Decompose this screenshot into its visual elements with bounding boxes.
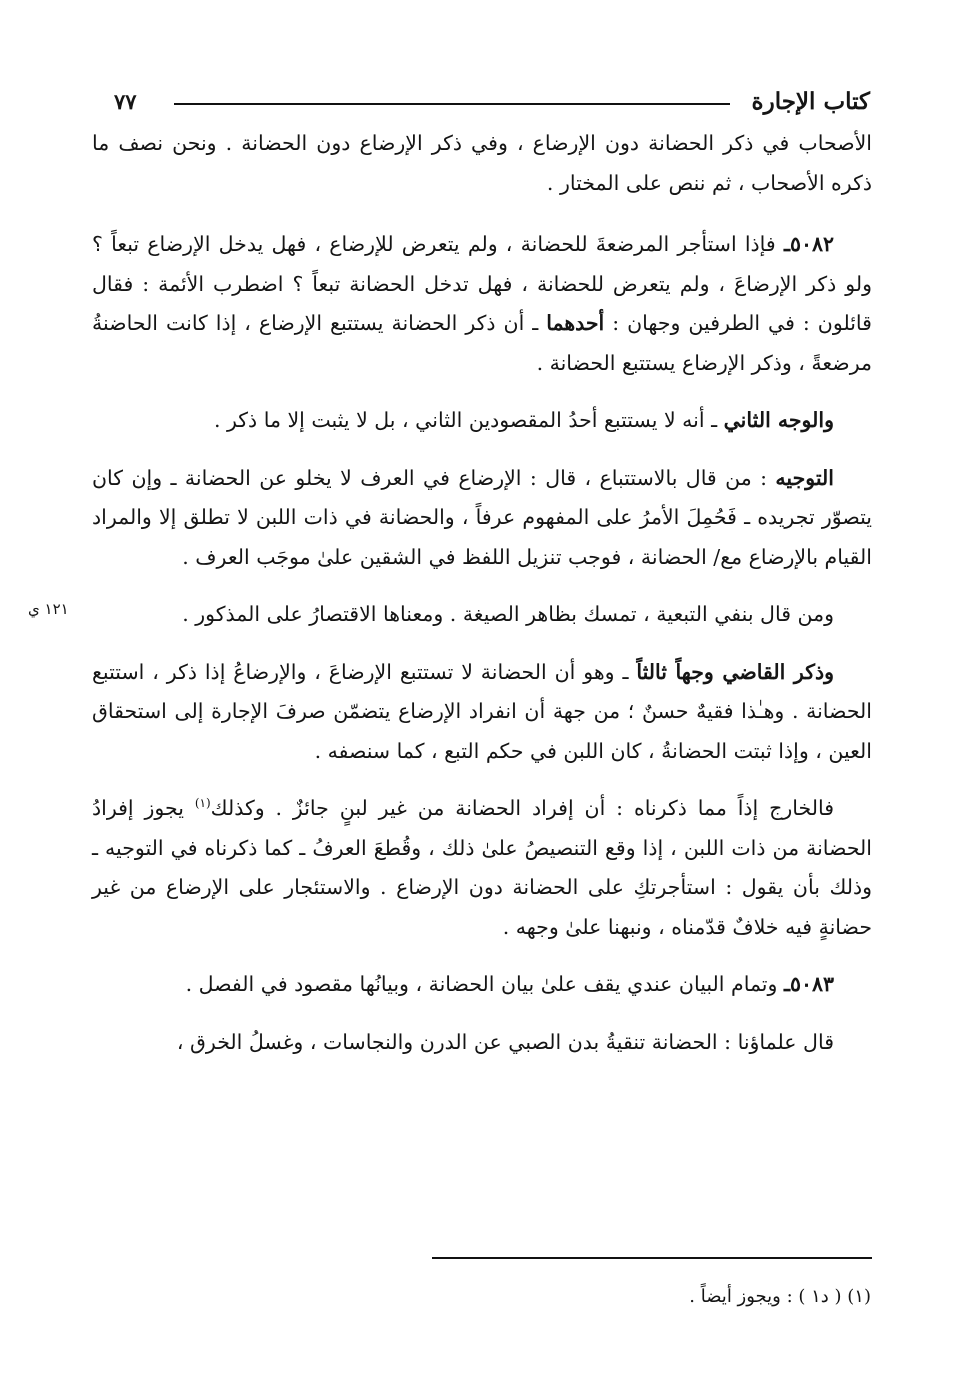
- manuscript-folio-note: ١٢١ ي: [28, 600, 69, 618]
- paragraph: [92, 225, 872, 383]
- footnote-reference[interactable]: (١): [194, 796, 211, 811]
- paragraph-text: ـ أن ذكر الحضانة يستتبع الإرضاع ، إذا كانت الحاضنةُ مرضعةً ، وذكر الإرضاع يستتبع الحضانة .: [92, 311, 872, 375]
- paragraph: [92, 401, 872, 441]
- bold-term: أحدهما: [546, 311, 605, 335]
- paragraph: [92, 459, 872, 578]
- paragraph: [92, 124, 872, 203]
- paragraph-text: ومن قال بنفي التبعية ، تمسك بظاهر الصيغة . ومعناها الاقتصارُ على المذكور .: [182, 602, 834, 626]
- footnote-number: (١): [847, 1286, 871, 1307]
- footnote-text: ( د١ ) : ويجوز أيضاً .: [689, 1286, 848, 1307]
- paragraph: [92, 965, 872, 1005]
- bold-term: والوجه الثاني: [723, 408, 834, 432]
- page-number: ٧٧: [114, 89, 137, 114]
- paragraph-text: : من قال بالاستتباع ، قال : الإرضاع في العرف لا يخلو عن الحضانة ـ وإن كان يتصوّر تجريده ـ فَحُمِلَ الأمرُ على المفهوم عرفاً ، والحضانة في ذات اللبن لا تطلق إلا والمراد القيام بالإرضاع مع/ الحضانة ، فوجب تنزيل اللفظ في الشقين علىٰ موجَب العرف .: [92, 465, 872, 569]
- paragraph: [92, 653, 872, 772]
- section-number: ٥٠٨٣ـ: [783, 972, 834, 996]
- paragraph: [92, 789, 872, 947]
- chapter-title: كتاب الإجارة: [751, 88, 870, 115]
- paragraph: [92, 1023, 872, 1063]
- paragraph-text: وتمام البيان عندي يقف علىٰ بيان الحضانة ، وبيانُها مقصود في الفصل .: [185, 972, 784, 996]
- paragraph: [92, 595, 872, 635]
- paragraph-text: الأصحاب في ذكر الحضانة دون الإرضاع ، وفي ذكر الإرضاع دون الحضانة . ونحن نصف ما ذكره الأصحاب ، ثم ننص على المختار .: [92, 131, 872, 195]
- header-rule: [174, 103, 730, 105]
- paragraph-text: ـ وهو أن الحضانة لا تستتبع الإرضاعَ ، والإرضاعُ إذا ذكر ، استتبع الحضانة . وهـٰذا فقيهٌ حسنٌ ؛ من جهة أن انفراد الإرضاع يتضمّن صرفَ الإجارة إلى استحقاق العين ، وإذا ثبتت الحضانةُ ، كان اللبن في حكم التبع ، كما سنصفه .: [92, 659, 872, 763]
- paragraph-text: ـ أنه لا يستتبع أحدُ المقصودين الثاني ، بل لا يثبت إلا ما ذكر .: [213, 408, 724, 432]
- main-text: [92, 124, 872, 1080]
- footnote: [271, 1282, 871, 1312]
- paragraph-text: يجوز إفرادُ الحضانة من ذات اللبن ، إذا وقع التنصيصُ علىٰ ذلك ، وقُطعَ العرفُ ـ كما ذكرناه في التوجيه ـ وذلك بأن يقول : استأجرتكِ على الحضانة دون الإرضاع . والاستئجار على الإرضاع من غير حضانةٍ فيه خلافٌ قدّمناه ، ونبهنا علىٰ وجهه .: [92, 796, 872, 939]
- paragraph-text: فإذا استأجر المرضعةَ للحضانة ، ولم يتعرض للإرضاع ، فهل يدخل الإرضاع تبعاً ؟ ولو ذكر الإرضاعَ ، ولم يتعرض للحضانة ، فهل تدخل الحضانة تبعاً ؟ اضطرب الأئمة : فقال قائلون : في الطرفين وجهان :: [92, 232, 872, 335]
- section-number: ٥٠٨٢ـ: [783, 232, 834, 256]
- paragraph-text: قال علماؤنا : الحضانة تنقيةُ بدن الصبي عن الدرن والنجاسات ، وغسلُ الخرق ،: [176, 1029, 834, 1054]
- footnote-rule: [432, 1257, 872, 1259]
- running-header: [96, 84, 870, 120]
- bold-term: التوجيه: [775, 465, 834, 490]
- bold-term: وذكر القاضي وجهاً ثالثاً: [636, 659, 834, 684]
- paragraph-text: فالخارج إذاً مما ذكرناه : أن إفراد الحضانة من غير لبنٍ جائزٌ . وكذلك: [210, 796, 835, 820]
